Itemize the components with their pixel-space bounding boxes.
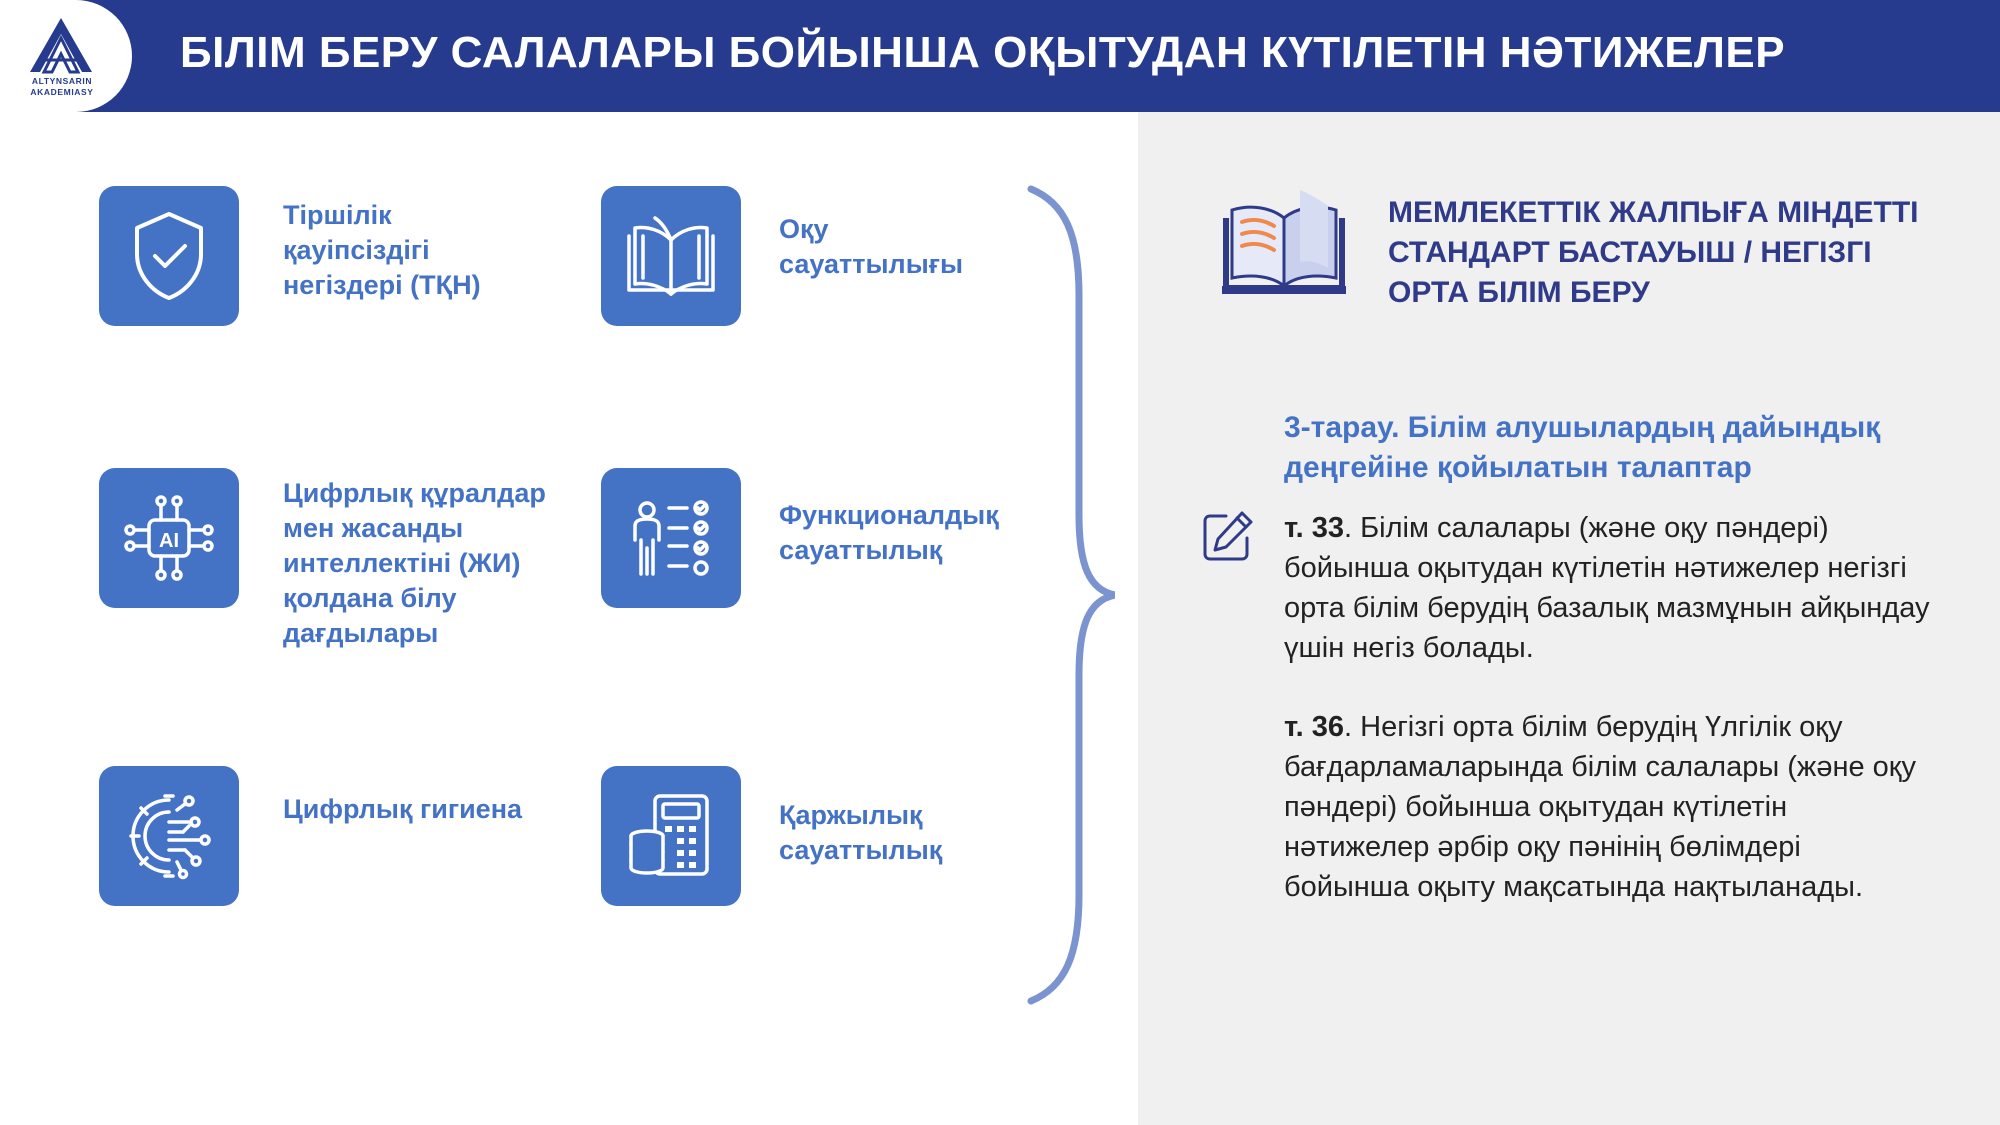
tile-functional-literacy [601, 468, 741, 608]
header-bar [0, 0, 2000, 112]
item-label-digital-hygiene: Цифрлық гигиена [283, 794, 523, 824]
paragraph-36 [1284, 707, 1934, 907]
edit-pencil-icon [1200, 508, 1256, 564]
paragraph-33-ref: т. 33 [1284, 512, 1345, 544]
paragraph-36-text: . Негізгі орта білім берудің Үлгілік оқу бағдарламаларында білім салалары (және оқу пәндері) бойынша оқытудан күтілетін нәтижелер әрбір оқу пәнінің бөлімдері бойынша оқыту мақсатында нақтыланады. [1284, 711, 1916, 903]
tile-digital-hygiene [99, 766, 239, 906]
tile-financial-literacy [601, 766, 741, 906]
logo [0, 0, 132, 112]
paragraph-33 [1284, 508, 1934, 668]
section-heading: 3-тарау. Білім алушылардың дайындық деңгейіне қойылатын талаптар [1284, 411, 1881, 484]
ai-chip-icon [119, 488, 219, 588]
item-label-life-safety: Тіршілік қауіпсіздігі негіздері (ТҚН) [283, 200, 481, 300]
item-label-functional-literacy: Функционалдық сауаттылық [779, 500, 999, 565]
shield-check-icon [119, 206, 219, 306]
item-label-financial-literacy: Қаржылық сауаттылық [779, 800, 943, 865]
tile-ai-tools [99, 468, 239, 608]
open-book-icon [621, 206, 721, 306]
tile-reading-literacy [601, 186, 741, 326]
open-book-icon [1220, 188, 1348, 308]
logo-text [14, 76, 110, 98]
digital-gear-icon [119, 786, 219, 886]
logo-line-1: ALTYNSARIN [31, 76, 93, 86]
item-label-reading-literacy: Оқу сауаттылығы [779, 214, 964, 279]
calculator-coins-icon [621, 786, 721, 886]
standard-title: МЕМЛЕКЕТТІК ЖАЛПЫҒА МІНДЕТТІ СТАНДАРТ БАСТАУЫШ / НЕГІЗГІ ОРТА БІЛІМ БЕРУ [1388, 196, 1919, 309]
tile-life-safety [99, 186, 239, 326]
paragraph-33-text: . Білім салалары (және оқу пәндері) бойынша оқытудан күтілетін нәтижелер негізгі орта білім берудің базалық мазмұнын айқындау үшін негіз болады. [1284, 512, 1930, 664]
logo-line-2: AKADEMIASY [30, 87, 94, 97]
altynsarin-logo-icon [26, 16, 96, 74]
item-label-ai-tools: Цифрлық құралдар мен жасанды интеллектіні (ЖИ) қолдана білу дағдылары [283, 478, 546, 648]
svg-text:AI: AI [159, 530, 179, 552]
curly-brace-divider [1025, 185, 1115, 1005]
checklist-person-icon [621, 488, 721, 588]
paragraph-36-ref: т. 36 [1284, 711, 1345, 743]
page-title: БІЛІМ БЕРУ САЛАЛАРЫ БОЙЫНША ОҚЫТУДАН КҮТІЛЕТІН НӘТИЖЕЛЕР [180, 28, 1786, 77]
